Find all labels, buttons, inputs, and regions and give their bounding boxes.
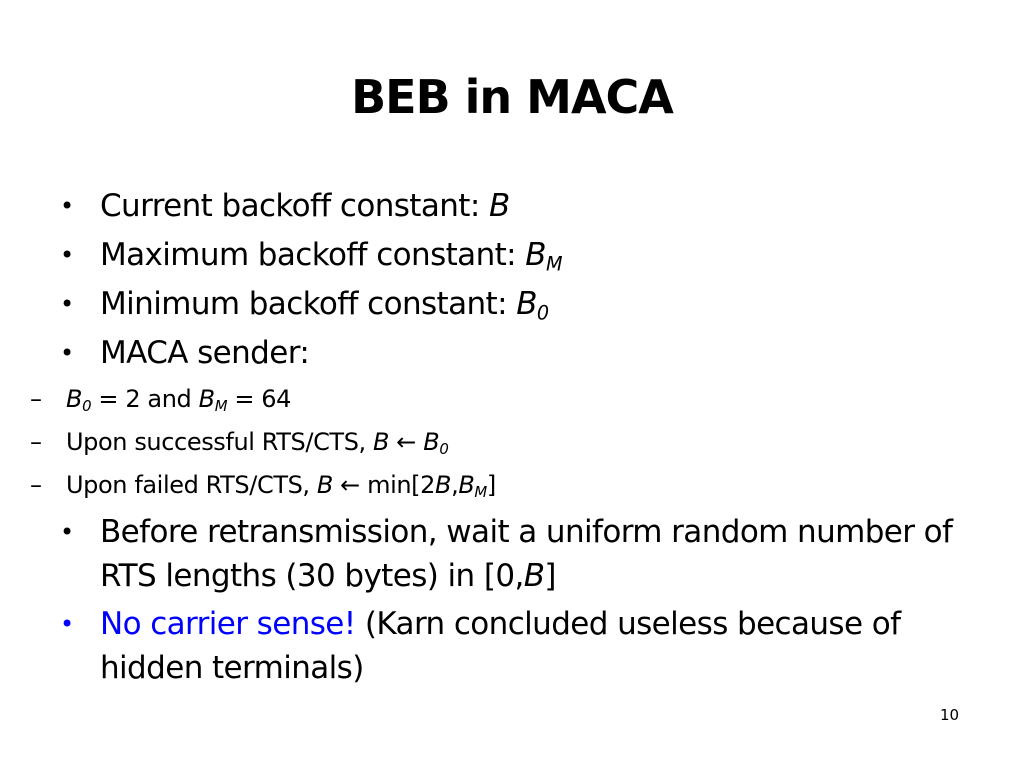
slide-title: BEB in MACA <box>351 70 673 124</box>
variable-b: B <box>198 385 215 413</box>
page-number: 10 <box>940 706 960 724</box>
bullet-dot: • <box>60 610 74 638</box>
subscript-m: M <box>545 252 562 276</box>
sub-bullet-text: , <box>451 471 459 499</box>
highlight-text: No carrier sense! <box>100 606 356 642</box>
bullet-dot: • <box>60 192 74 220</box>
bullet-list <box>30 182 960 691</box>
left-arrow-icon: ← <box>389 428 424 456</box>
sub-bullet-text: ] <box>486 471 496 499</box>
dash-marker: – <box>30 471 42 499</box>
bullet-dot: • <box>60 241 74 269</box>
bullet-dot: • <box>60 339 74 367</box>
subscript-m: M <box>474 483 487 502</box>
variable-b: B <box>316 471 333 499</box>
sub-bullet-text: = 2 and <box>91 385 199 413</box>
bullet-maximum-backoff <box>60 231 960 280</box>
bullet-text: ] <box>544 558 556 594</box>
bullet-minimum-backoff <box>60 280 960 329</box>
variable-b: B <box>525 237 546 273</box>
bullet-carrier-sense <box>60 599 960 691</box>
left-arrow-icon: ← <box>332 471 368 499</box>
subscript-0: 0 <box>536 301 549 325</box>
bullet-text: MACA sender: <box>100 335 310 371</box>
dash-marker: – <box>30 385 42 413</box>
subscript-0: 0 <box>439 440 449 459</box>
bullet-text: Before retransmission, wait a uniform random number of RTS lengths (30 bytes) in [0, <box>100 514 953 594</box>
variable-b: B <box>66 385 83 413</box>
sub-bullet-text: min[2 <box>367 471 436 499</box>
bullet-current-backoff <box>60 182 960 231</box>
bullet-text: Minimum backoff constant: <box>100 286 517 322</box>
bullet-dot: • <box>60 290 74 318</box>
sub-bullet-success <box>20 421 960 464</box>
subscript-m: M <box>214 397 228 416</box>
variable-b: B <box>423 428 440 456</box>
variable-b: B <box>488 188 510 224</box>
bullet-text: Maximum backoff constant: <box>100 237 526 273</box>
variable-b: B <box>523 558 545 594</box>
variable-b: B <box>372 428 390 456</box>
sub-bullet-text: Upon failed RTS/CTS, <box>66 471 317 499</box>
bullet-text: Current backoff constant: <box>100 188 489 224</box>
bullet-maca-sender <box>60 329 960 378</box>
sub-bullet-text: Upon successful RTS/CTS, <box>66 428 373 456</box>
sub-bullet-text: = 64 <box>227 385 292 413</box>
bullet-text: (Karn concluded useless because of hidden terminals) <box>100 606 901 686</box>
variable-b: B <box>516 286 537 322</box>
bullet-dot: • <box>60 518 74 546</box>
sub-bullet-constants <box>20 378 960 421</box>
dash-marker: – <box>30 428 42 456</box>
variable-b: B <box>435 471 452 499</box>
bullet-retransmission <box>60 507 960 599</box>
subscript-0: 0 <box>82 397 92 416</box>
variable-b: B <box>458 471 475 499</box>
sub-bullet-list <box>20 378 960 507</box>
sub-bullet-failure <box>20 464 960 507</box>
